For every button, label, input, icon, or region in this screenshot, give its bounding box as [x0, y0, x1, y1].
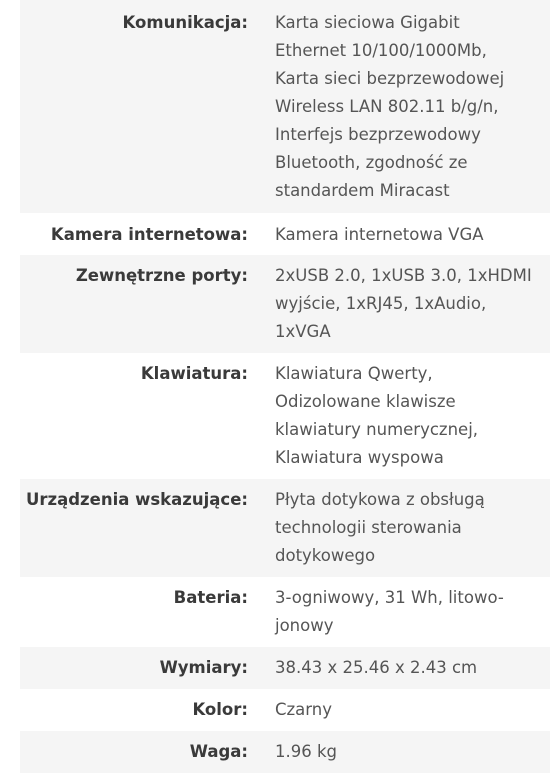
spec-value-line: Kamera internetowa VGA: [275, 225, 484, 244]
spec-value: [248, 738, 550, 766]
spec-value-line: klawiatury numerycznej,: [275, 420, 479, 439]
spec-label: Komunikacja:: [122, 13, 248, 32]
spec-label: Kamera internetowa:: [50, 225, 248, 244]
spec-row-color: [20, 689, 550, 731]
spec-value-line: Ethernet 10/100/1000Mb,: [275, 41, 487, 60]
spec-value: [248, 360, 550, 472]
spec-value-line: dotykowego: [275, 546, 376, 565]
spec-value-line: Klawiatura Qwerty,: [275, 364, 433, 383]
spec-label: Waga:: [189, 742, 248, 761]
spec-value: [248, 584, 550, 640]
spec-value-line: jonowy: [275, 616, 334, 635]
spec-value-line: 1.96 kg: [275, 742, 338, 761]
spec-row-weight: [20, 731, 550, 773]
spec-value-line: Wireless LAN 802.11 b/g/n,: [275, 97, 499, 116]
spec-value: [248, 696, 550, 724]
spec-label: Wymiary:: [159, 658, 248, 677]
spec-value: [248, 9, 550, 205]
spec-value-line: 3-ogniwowy, 31 Wh, litowo-: [275, 588, 504, 607]
spec-row-ports: [20, 255, 550, 353]
spec-row-keyboard: [20, 353, 550, 479]
spec-value: [248, 654, 550, 682]
spec-value: [248, 486, 550, 570]
spec-value-line: Karta sieciowa Gigabit: [275, 13, 460, 32]
spec-value-line: Karta sieci bezprzewodowej: [275, 69, 505, 88]
spec-row-dimensions: [20, 647, 550, 689]
spec-row-pointing-devices: [20, 479, 550, 577]
spec-row-webcam: [20, 213, 550, 255]
spec-label: Zewnętrzne porty:: [75, 266, 248, 285]
spec-label: Urządzenia wskazujące:: [25, 490, 248, 509]
spec-label: Klawiatura:: [140, 364, 248, 383]
spec-value: [248, 262, 550, 346]
spec-value-line: 1xVGA: [275, 322, 331, 341]
spec-value-line: Interfejs bezprzewodowy: [275, 125, 481, 144]
spec-value-line: Bluetooth, zgodność ze: [275, 153, 468, 172]
spec-value-line: wyjście, 1xRJ45, 1xAudio,: [275, 294, 487, 313]
spec-table: [20, 0, 550, 773]
spec-value: [248, 221, 550, 249]
spec-row-battery: [20, 577, 550, 647]
spec-value-line: Płyta dotykowa z obsługą: [275, 490, 485, 509]
spec-value-line: 2xUSB 2.0, 1xUSB 3.0, 1xHDMI: [275, 266, 532, 285]
spec-label: Bateria:: [173, 588, 248, 607]
spec-value-line: Odizolowane klawisze: [275, 392, 456, 411]
spec-value-line: 38.43 x 25.46 x 2.43 cm: [275, 658, 478, 677]
spec-value-line: Czarny: [275, 700, 333, 719]
spec-value-line: Klawiatura wyspowa: [275, 448, 444, 467]
spec-label: Kolor:: [192, 700, 248, 719]
spec-row-communication: [20, 0, 550, 213]
spec-value-line: standardem Miracast: [275, 181, 450, 200]
spec-value-line: technologii sterowania: [275, 518, 462, 537]
